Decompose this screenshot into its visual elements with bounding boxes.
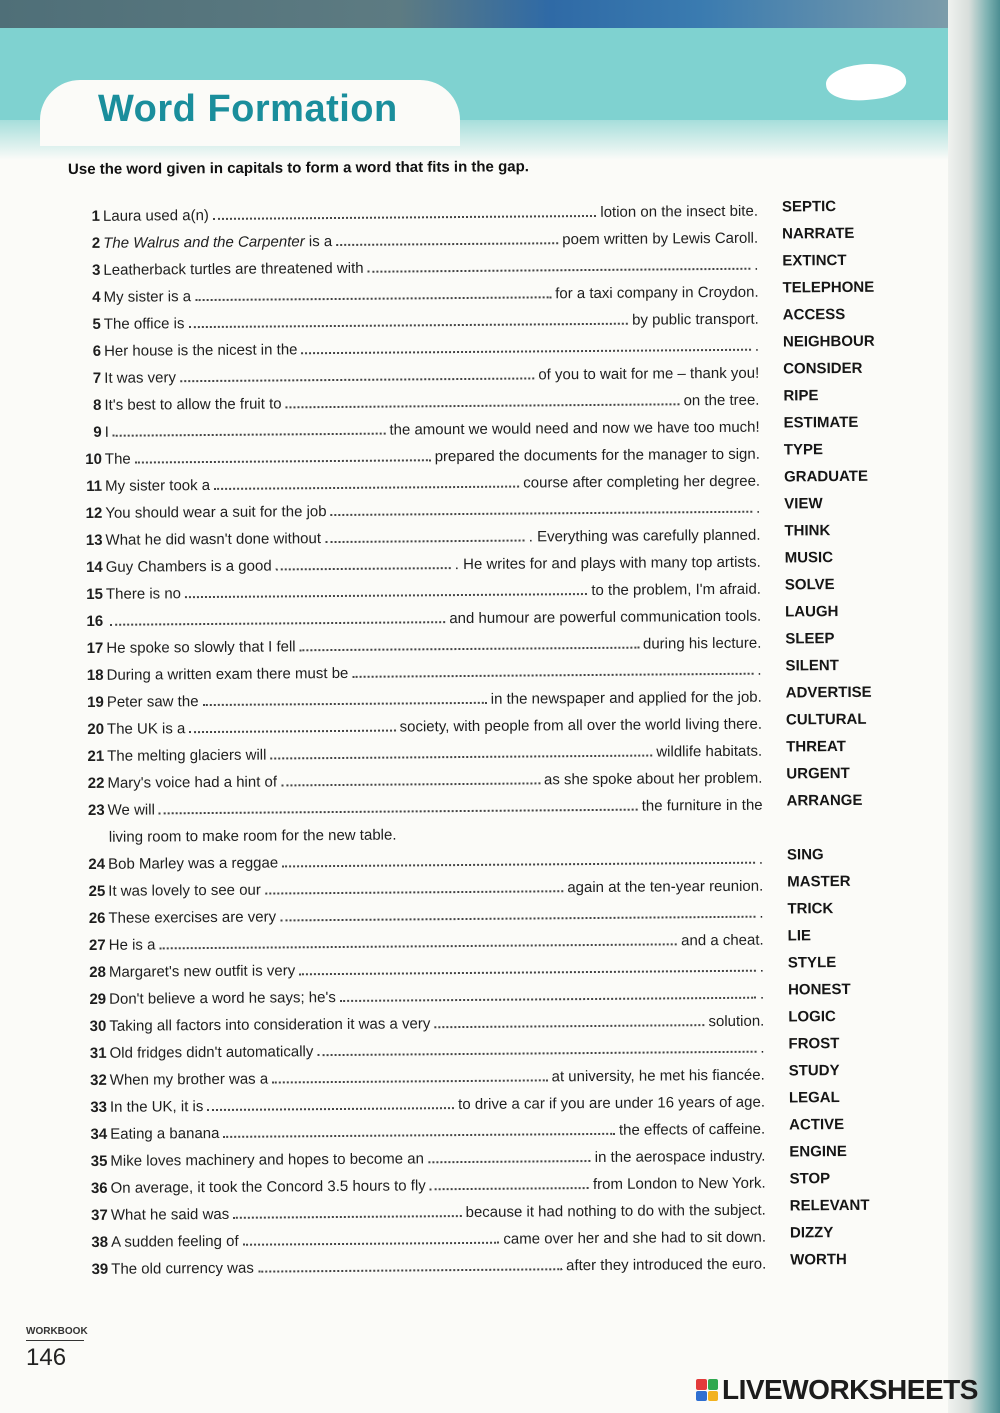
answer-gap[interactable]	[430, 1187, 589, 1190]
capital-word: MASTER	[787, 872, 851, 891]
item-sentence	[107, 662, 762, 684]
answer-gap[interactable]	[428, 1160, 591, 1163]
answer-gap[interactable]	[223, 1133, 615, 1138]
sentence-start: The melting glaciers will	[107, 746, 267, 765]
item-sentence	[109, 1013, 764, 1035]
sentence-start: These exercises are very	[108, 908, 277, 927]
exercise-item	[86, 1224, 876, 1256]
item-number: 20	[87, 720, 105, 738]
item-sentence	[110, 1067, 765, 1089]
capital-word: WORTH	[790, 1251, 847, 1269]
item-sentence	[103, 257, 758, 279]
sentence-start: What he said was	[110, 1205, 230, 1224]
sentence-end: poem written by Lewis Caroll.	[562, 229, 759, 249]
sentence-end: to drive a car if you are under 16 years of age.	[458, 1093, 766, 1114]
sentence-start: My sister is a	[103, 288, 192, 306]
item-sentence	[105, 446, 760, 468]
item-number: 21	[87, 747, 105, 765]
capital-word: ACTIVE	[789, 1116, 845, 1134]
sentence-start: The	[104, 450, 131, 468]
item-number: 17	[86, 639, 104, 657]
item-23-continuation: living room to make room for the new table.	[108, 826, 397, 846]
item-number: 36	[90, 1179, 108, 1197]
exercise-item	[82, 710, 872, 743]
item-number: 14	[85, 558, 103, 576]
capital-word: ADVERTISE	[785, 683, 872, 702]
answer-gap[interactable]	[280, 916, 755, 922]
item-sentence	[106, 581, 761, 603]
item-sentence	[108, 851, 763, 873]
item-sentence	[108, 878, 763, 900]
item-number: 9	[93, 423, 102, 441]
sentence-start: Laura used a(n)	[102, 206, 209, 225]
answer-gap[interactable]	[301, 349, 750, 355]
item-sentence	[108, 797, 763, 819]
sentence-end: as she spoke about her problem.	[543, 769, 763, 789]
item-sentence	[111, 1202, 766, 1224]
item-number: 19	[87, 693, 104, 711]
sentence-start: What he did wasn't done without	[105, 530, 322, 549]
answer-gap[interactable]	[276, 567, 451, 570]
exercise-item	[82, 738, 872, 770]
footer-label: WORKBOOK	[26, 1326, 88, 1337]
capital-word: THINK	[784, 522, 831, 540]
sentence-end: the furniture in the	[641, 796, 763, 815]
item-number: 7	[92, 369, 102, 387]
exercise-item	[82, 683, 872, 716]
exercise-item	[84, 954, 874, 986]
sentence-start: Peter saw the	[106, 693, 199, 711]
item-number: 16	[86, 612, 104, 630]
capital-word: TYPE	[783, 441, 824, 459]
capital-word: VIEW	[784, 495, 823, 513]
sentence-start: Old fridges didn't automatically	[109, 1043, 314, 1062]
sentence-start: We will	[107, 801, 155, 819]
logo-tile	[696, 1379, 707, 1390]
item-number: 11	[86, 477, 103, 495]
capital-word: STYLE	[787, 954, 837, 972]
sentence-end: .	[759, 985, 765, 1003]
item-number: 2	[91, 234, 101, 252]
answer-gap[interactable]	[434, 1024, 704, 1028]
answer-gap[interactable]	[135, 459, 431, 463]
capital-word: SLEEP	[785, 630, 835, 648]
answer-gap[interactable]	[233, 1215, 461, 1219]
sentence-end: from London to New York.	[592, 1174, 766, 1194]
exercise-item	[83, 846, 873, 878]
item-sentence	[105, 500, 760, 522]
sentence-end: .	[756, 499, 761, 517]
answer-gap[interactable]	[159, 943, 677, 949]
answer-gap[interactable]	[188, 323, 628, 328]
answer-gap[interactable]	[214, 486, 519, 490]
item-number: 13	[85, 531, 103, 549]
liveworksheets-logo-icon	[696, 1379, 718, 1401]
sentence-start: Don't believe a word he says; he's	[109, 989, 336, 1008]
item-sentence	[109, 959, 764, 981]
item-number: 38	[91, 1233, 109, 1251]
item-sentence	[108, 905, 763, 927]
item-number: 29	[89, 990, 107, 1008]
sentence-start: Leatherback turtles are threatened with	[103, 259, 364, 279]
answer-gap[interactable]	[203, 702, 487, 706]
exercise-item	[79, 359, 869, 392]
sentence-end: . Everything was carefully planned.	[528, 526, 761, 546]
sentence-start: During a written exam there must be	[106, 664, 349, 684]
sentence-start: Taking all factors into consideration it was a very	[109, 1015, 431, 1035]
answer-gap[interactable]	[325, 540, 525, 544]
exercise-item	[83, 900, 873, 932]
capital-word: ENGINE	[789, 1143, 847, 1161]
sentence-end: .	[759, 904, 764, 922]
sentence-end: .	[759, 958, 764, 976]
item-sentence	[109, 1040, 764, 1062]
item-sentence	[110, 1094, 765, 1116]
item-number: 31	[89, 1044, 107, 1062]
answer-gap[interactable]	[286, 403, 680, 408]
answer-gap[interactable]	[300, 647, 639, 652]
sentence-start: He spoke so slowly that I fell	[106, 638, 296, 657]
item-number: 25	[88, 882, 106, 900]
capital-word: LAUGH	[785, 603, 839, 621]
sentence-end: again at the ten-year reunion.	[567, 877, 764, 897]
capital-word: RIPE	[783, 387, 819, 405]
item-sentence	[103, 203, 758, 225]
capital-word: ARRANGE	[786, 791, 863, 810]
exercise-item	[80, 495, 870, 527]
sentence-end: because it had nothing to do with the subject.	[465, 1201, 766, 1222]
sentence-start: You should wear a suit for the job	[105, 503, 327, 522]
answer-gap[interactable]	[352, 673, 753, 678]
item-sentence	[107, 743, 762, 765]
footer-rule	[26, 1340, 84, 1341]
exercise-item	[82, 657, 872, 689]
sentence-start: A sudden feeling of	[110, 1232, 239, 1251]
item-number: 10	[85, 450, 102, 468]
answer-gap[interactable]	[331, 511, 753, 516]
exercise-item	[78, 198, 868, 230]
exercise-item	[80, 467, 870, 500]
sentence-end: on the tree.	[683, 391, 760, 410]
exercise-item	[78, 224, 868, 257]
item-sentence	[110, 1121, 765, 1143]
exercise-item	[80, 413, 870, 446]
item-sentence	[111, 1229, 766, 1251]
sentence-end: the amount we would need and now we have too much!	[389, 418, 760, 439]
item-number: 37	[91, 1206, 108, 1224]
item-number: 33	[90, 1098, 108, 1116]
sentence-start: The Walrus and the Carpenter is a	[103, 233, 333, 252]
sentence-end: for a taxi company in Croydon.	[555, 283, 759, 303]
sentence-start: Bob Marley was a reggae	[107, 854, 279, 873]
item-number: 27	[88, 936, 106, 954]
capital-word: CULTURAL	[785, 710, 867, 729]
sentence-end: . He writes for and plays with many top artists.	[454, 553, 761, 574]
sentence-end: of you to wait for me – thank you!	[538, 364, 760, 384]
item-sentence	[110, 1148, 765, 1170]
sentence-end: society, with people from all over the world living there.	[399, 715, 763, 736]
exercise-item	[86, 1251, 876, 1283]
item-sentence	[104, 284, 759, 306]
item-number: 8	[93, 396, 102, 414]
sentence-start: There is no	[105, 585, 182, 603]
item-sentence	[104, 365, 759, 387]
item-number: 4	[92, 288, 101, 306]
sentence-end: .	[754, 256, 759, 274]
exercise-item	[86, 1196, 876, 1229]
sentence-end: the effects of caffeine.	[618, 1120, 766, 1139]
answer-gap[interactable]	[299, 970, 756, 976]
sentence-start: Mike loves machinery and hopes to become an	[110, 1150, 424, 1170]
exercise-item	[85, 1089, 875, 1121]
capital-word: NARRATE	[782, 224, 855, 243]
answer-gap[interactable]	[213, 215, 596, 220]
item-number: 6	[92, 342, 102, 360]
answer-gap[interactable]	[185, 593, 587, 598]
page-edge	[948, 0, 1000, 1413]
capital-word: LEGAL	[788, 1089, 840, 1107]
exercise-item	[84, 1008, 874, 1040]
capital-word: CONSIDER	[783, 359, 863, 378]
answer-gap[interactable]	[189, 730, 395, 734]
sentence-end: at university, he met his fiancée.	[551, 1066, 765, 1086]
sentence-end: after they introduced the euro.	[566, 1255, 767, 1275]
item-sentence	[106, 608, 761, 630]
capital-word: NEIGHBOUR	[782, 332, 875, 351]
exercise-item	[81, 603, 871, 635]
capital-word: GRADUATE	[783, 467, 868, 486]
item-sentence	[104, 311, 759, 333]
sentence-end: to the problem, I'm afraid.	[591, 580, 761, 599]
item-number: 15	[86, 585, 104, 603]
item-number: 1	[91, 207, 101, 225]
answer-gap[interactable]	[243, 1242, 500, 1246]
exercise-item	[83, 872, 873, 905]
capital-word: SEPTIC	[781, 198, 837, 216]
sentence-end: during his lecture.	[642, 634, 762, 653]
capital-word: TELEPHONE	[782, 278, 875, 297]
sentence-start: He is a	[108, 936, 156, 954]
exercise-item	[84, 927, 874, 959]
sentence-start: On average, it took the Concord 3.5 hours to fly	[110, 1177, 426, 1197]
answer-gap[interactable]	[180, 377, 534, 382]
exercise-item	[84, 1035, 874, 1067]
capital-word: LOGIC	[788, 1008, 836, 1026]
item-number: 18	[86, 666, 104, 684]
sentence-start: In the UK, it is	[109, 1098, 204, 1116]
answer-gap[interactable]	[207, 1107, 454, 1111]
capital-word: STOP	[789, 1170, 831, 1188]
exercise-item	[82, 764, 872, 797]
exercise-item	[86, 1170, 876, 1202]
item-sentence	[103, 230, 758, 252]
item-sentence	[111, 1175, 766, 1197]
sentence-end: .	[760, 1039, 765, 1057]
item-sentence	[104, 392, 759, 414]
exercise-item	[81, 576, 871, 608]
capital-word: SILENT	[785, 657, 839, 675]
exercise-item	[80, 522, 870, 554]
answer-gap[interactable]	[317, 1051, 756, 1056]
capital-word: ESTIMATE	[783, 413, 859, 432]
item-sentence	[109, 932, 764, 954]
capital-word: DIZZY	[789, 1224, 834, 1242]
logo-tile	[708, 1379, 719, 1390]
answer-gap[interactable]	[195, 296, 551, 301]
sentence-start: I	[104, 423, 109, 441]
capital-word: RELEVANT	[789, 1196, 870, 1215]
item-sentence	[109, 986, 764, 1008]
capital-word: STUDY	[788, 1062, 840, 1080]
answer-gap[interactable]	[110, 621, 445, 626]
answer-gap[interactable]	[113, 433, 386, 437]
sentence-end: wildlife habitats.	[656, 742, 763, 761]
item-number: 24	[88, 855, 106, 873]
sentence-end: solution.	[708, 1012, 765, 1031]
sentence-end: course after completing her degree.	[523, 472, 761, 492]
capital-word: FROST	[788, 1035, 840, 1053]
exercise-item	[79, 305, 869, 338]
item-number: 26	[88, 909, 106, 927]
sentence-end: .	[757, 661, 762, 679]
item-number: 5	[92, 315, 101, 333]
logo-tile	[708, 1391, 719, 1402]
sentence-start: My sister took a	[105, 476, 211, 495]
sentence-start: When my brother was a	[109, 1070, 269, 1089]
item-number: 3	[91, 261, 101, 279]
sentence-start: It was lovely to see our	[108, 881, 261, 900]
sentence-end: .	[758, 850, 764, 868]
liveworksheets-watermark	[696, 1374, 978, 1406]
sentence-end: and humour are powerful communication tools.	[449, 607, 762, 628]
sentence-end: came over her and she had to sit down.	[503, 1228, 767, 1248]
sentence-end: in the newspaper and applied for the job.	[490, 688, 762, 708]
item-number: 23	[87, 801, 105, 819]
answer-gap[interactable]	[258, 1268, 562, 1272]
exercise-item	[79, 332, 875, 365]
exercise-item	[81, 549, 871, 581]
answer-gap[interactable]	[281, 782, 540, 786]
sentence-start: Margaret's new outfit is very	[108, 962, 296, 981]
page-title: Word Formation	[98, 88, 398, 130]
capital-word: LIE	[787, 927, 812, 945]
sentence-end: by public transport.	[632, 310, 759, 329]
exercise-item	[79, 387, 869, 419]
answer-gap[interactable]	[282, 862, 755, 868]
item-sentence	[111, 1256, 766, 1278]
sentence-end: in the aerospace industry.	[594, 1147, 766, 1166]
capital-word: TRICK	[787, 900, 834, 918]
exercise-item	[80, 441, 870, 473]
exercise-item	[78, 251, 868, 284]
sentence-end: prepared the documents for the manager to sign.	[434, 445, 760, 466]
watermark-text: LIVEWORKSHEETS	[722, 1374, 978, 1405]
capital-word: SING	[786, 846, 824, 864]
item-sentence	[106, 554, 761, 576]
item-number: 35	[90, 1152, 108, 1170]
sentence-start: Mary's voice had a hint of	[107, 773, 278, 792]
exercise-item	[84, 980, 874, 1013]
answer-gap[interactable]	[336, 242, 558, 246]
answer-gap[interactable]	[368, 268, 751, 273]
exercise-item	[81, 630, 871, 662]
item-number: 28	[89, 963, 106, 981]
exercise-item	[85, 1116, 875, 1148]
item-sentence	[104, 338, 759, 360]
item-sentence	[105, 473, 760, 495]
sentence-end: and a cheat.	[681, 931, 764, 950]
sentence-start: Her house is the nicest in the	[103, 341, 298, 360]
exercise-item	[85, 1143, 875, 1175]
page-number: 146	[26, 1344, 67, 1371]
item-sentence	[107, 689, 762, 711]
item-sentence	[105, 419, 760, 441]
item-sentence	[105, 527, 760, 549]
sentence-start: The old currency was	[111, 1259, 254, 1278]
capital-word: ACCESS	[782, 305, 846, 324]
exercise-item	[83, 791, 873, 824]
item-sentence	[106, 635, 761, 657]
answer-gap[interactable]	[340, 997, 756, 1002]
capital-word: SOLVE	[784, 576, 835, 594]
sentence-start: Eating a banana	[110, 1124, 220, 1143]
capital-word: EXTINCT	[782, 251, 847, 270]
item-number: 34	[90, 1125, 108, 1143]
capital-word: THREAT	[786, 738, 846, 756]
capital-word: MUSIC	[784, 549, 834, 567]
item-number: 32	[90, 1071, 107, 1089]
item-sentence	[107, 770, 762, 792]
item-number: 39	[91, 1260, 109, 1278]
sentence-start: Guy Chambers is a good	[105, 557, 272, 576]
answer-gap[interactable]	[159, 809, 638, 815]
sentence-start: The UK is a	[106, 720, 186, 738]
exercise-item	[85, 1062, 875, 1094]
sentence-end: lotion on the insect bite.	[600, 202, 759, 221]
capital-word: HONEST	[788, 980, 851, 999]
sentence-start: It was very	[104, 369, 176, 387]
sentence-end: .	[754, 337, 760, 355]
item-sentence	[107, 716, 762, 738]
answer-gap[interactable]	[272, 1079, 547, 1083]
exercise-item	[79, 278, 875, 311]
answer-gap[interactable]	[270, 755, 652, 760]
item-number: 22	[87, 774, 105, 792]
item-number: 12	[85, 504, 103, 522]
instruction-text: Use the word given in capitals to form a word that fits in the gap.	[67, 158, 529, 178]
item-number: 30	[89, 1017, 107, 1035]
answer-gap[interactable]	[265, 890, 563, 894]
sentence-start: The office is	[103, 315, 185, 333]
logo-tile	[696, 1391, 707, 1402]
sentence-start: It's best to allow the fruit to	[104, 395, 282, 414]
capital-word: URGENT	[786, 764, 850, 783]
